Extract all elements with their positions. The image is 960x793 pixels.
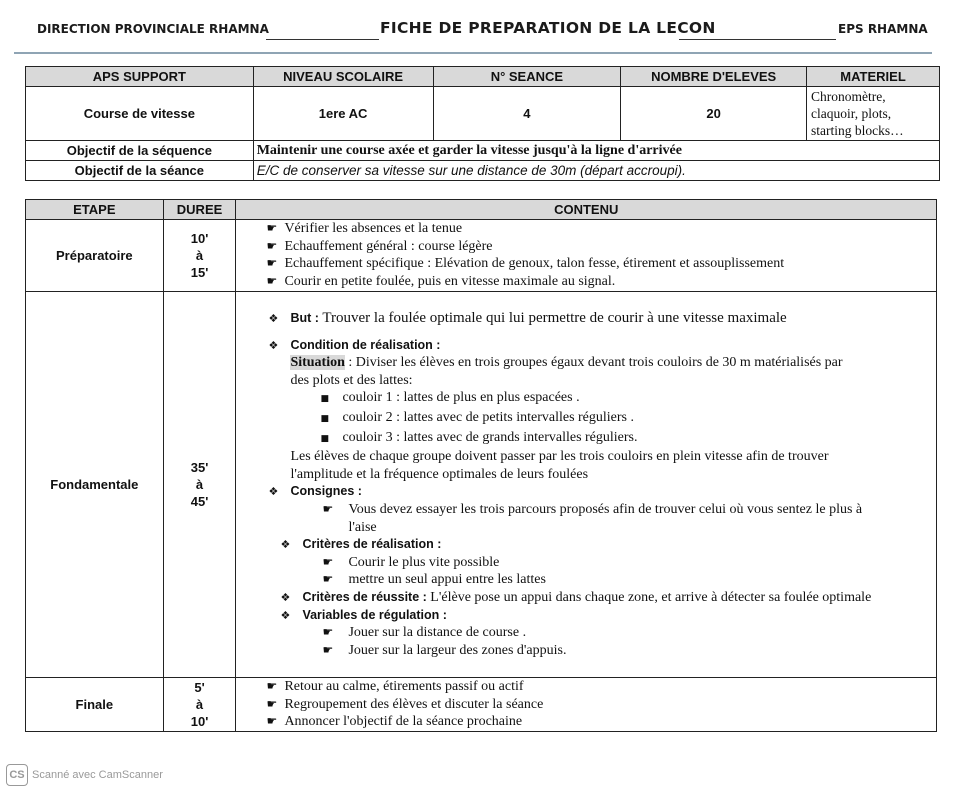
duree-value: 45'	[190, 494, 209, 509]
couloir-item	[236, 389, 936, 409]
list-item	[266, 273, 936, 291]
pointing-hand-icon: ☛	[266, 256, 278, 271]
diamond-bullet-icon: ❖	[280, 538, 291, 552]
duree-value: 15'	[190, 265, 209, 280]
etape-preparatoire: Préparatoire	[26, 220, 164, 292]
duree-value: à	[195, 248, 204, 263]
square-bullet-icon: ■	[320, 433, 329, 444]
objectif-seance-row	[26, 161, 940, 181]
list-item	[266, 678, 936, 696]
scanner-watermark	[6, 764, 163, 786]
row-fondamentale	[26, 292, 937, 678]
contenu-preparatoire	[236, 220, 937, 292]
page-title: FICHE DE PREPARATION DE LA LECON	[380, 19, 716, 37]
criteres-reussite-text: L'élève pose un appui dans chaque zone, et arrive à détecter sa foulée optimale	[430, 589, 872, 605]
list-item	[266, 255, 936, 273]
header-right: EPS RHAMNA	[838, 22, 928, 36]
header-duree: DUREE	[163, 200, 236, 220]
list-item	[266, 696, 936, 714]
consigne-item	[236, 501, 936, 519]
condition-label: Condition de réalisation :	[290, 337, 441, 352]
item-text: Courir en petite foulée, puis en vitesse maximale au signal.	[284, 273, 616, 289]
header-materiel: MATERIEL	[807, 67, 940, 87]
list-item	[266, 713, 936, 731]
situation-line	[236, 354, 936, 372]
duree-value: 10'	[190, 714, 209, 729]
watermark-text: Scanné avec CamScanner	[32, 768, 163, 781]
situation-text: des plots et des lattes:	[290, 372, 413, 388]
pointing-hand-icon: ☛	[266, 696, 278, 711]
criteres-reussite-line	[236, 589, 936, 607]
variable-item	[236, 624, 936, 642]
contenu-fondamentale	[236, 292, 937, 678]
groupe-text: Les élèves de chaque groupe doivent passer par les trois couloirs en plein vitesse afin de trouver	[290, 449, 829, 465]
variable-text: Jouer sur la largeur des zones d'appuis.	[348, 642, 567, 658]
duree-finale	[163, 678, 236, 732]
condition-line	[236, 337, 936, 355]
duree-value: 5'	[194, 680, 205, 695]
criteres-reussite-label: Critères de réussite :	[302, 589, 427, 604]
header-contenu: CONTENU	[236, 200, 937, 220]
objectif-sequence-label: Objectif de la séquence	[26, 141, 254, 161]
consignes-line	[236, 483, 936, 501]
pointing-hand-icon: ☛	[322, 554, 334, 569]
pointing-hand-icon: ☛	[266, 679, 278, 694]
duree-value: à	[195, 477, 204, 492]
groupe-line	[236, 448, 936, 466]
groupe-line	[236, 466, 936, 484]
objectif-seance-value: E/C de conserver sa vitesse sur une distance de 30m (départ accroupi).	[253, 161, 939, 181]
diamond-bullet-icon: ❖	[280, 590, 291, 604]
header-etape: ETAPE	[26, 200, 164, 220]
info-header-row	[26, 67, 940, 87]
situation-text: : Diviser les élèves en trois groupes égaux devant trois couloirs de 30 m matérialisés par	[344, 355, 843, 371]
contenu-finale	[236, 678, 937, 732]
item-text: Regroupement des élèves et discuter la séance	[284, 696, 544, 712]
lesson-header-row	[26, 200, 937, 220]
consigne-item	[236, 519, 936, 537]
square-bullet-icon: ■	[320, 413, 329, 424]
pointing-hand-icon: ☛	[266, 714, 278, 729]
couloir-text: couloir 3 : lattes avec de grands intervalles réguliers.	[342, 429, 638, 445]
item-text: Echauffement général : course légère	[284, 238, 493, 254]
couloir-item	[236, 409, 936, 429]
pointing-hand-icon: ☛	[266, 238, 278, 253]
camscanner-logo: CS	[6, 764, 28, 786]
couloir-text: couloir 1 : lattes de plus en plus espacées .	[342, 390, 580, 406]
info-table	[25, 66, 940, 181]
niveau-value: 1ere AC	[253, 87, 433, 141]
situation-line	[236, 372, 936, 390]
info-values-row	[26, 87, 940, 141]
criteres-realisation-line	[236, 536, 936, 554]
etape-fondamentale: Fondamentale	[26, 292, 164, 678]
pointing-hand-icon: ☛	[322, 501, 334, 516]
consignes-label: Consignes :	[290, 484, 362, 499]
situation-label: Situation	[290, 355, 345, 371]
header-underline-left	[266, 39, 379, 40]
pointing-hand-icon: ☛	[322, 642, 334, 657]
pointing-hand-icon: ☛	[322, 625, 334, 640]
header-divider	[14, 52, 932, 54]
duree-fondamentale	[163, 292, 236, 678]
row-preparatoire	[26, 220, 937, 292]
variables-label: Variables de régulation :	[302, 607, 447, 622]
materiel-line: Chronomètre,	[811, 89, 886, 104]
couloir-item	[236, 429, 936, 449]
duree-value: à	[195, 697, 204, 712]
header-eleves: NOMBRE D'ELEVES	[621, 67, 807, 87]
critere-item	[236, 554, 936, 572]
header-underline-right	[679, 39, 836, 40]
header-niveau: NIVEAU SCOLAIRE	[253, 67, 433, 87]
lesson-table	[25, 199, 937, 732]
pointing-hand-icon: ☛	[322, 572, 334, 587]
but-text: Trouver la foulée optimale qui lui permettre de courir à une vitesse maximale	[322, 310, 787, 326]
groupe-text: l'amplitude et la fréquence optimales de leurs foulées	[290, 466, 589, 482]
item-text: Retour au calme, étirements passif ou actif	[284, 679, 524, 695]
eleves-value: 20	[621, 87, 807, 141]
duree-value: 35'	[190, 460, 209, 475]
consigne-text: Vous devez essayer les trois parcours proposés afin de trouver celui où vous sentez le plus à	[348, 501, 863, 517]
materiel-line: claquoir, plots,	[811, 106, 892, 121]
materiel-line: starting blocks…	[811, 123, 904, 138]
critere-item	[236, 571, 936, 589]
but-line	[236, 310, 936, 328]
list-item	[266, 238, 936, 256]
square-bullet-icon: ■	[320, 394, 329, 405]
objectif-seance-label: Objectif de la séance	[26, 161, 254, 181]
diamond-bullet-icon: ❖	[280, 608, 291, 622]
aps-value: Course de vitesse	[26, 87, 254, 141]
materiel-value	[807, 87, 940, 141]
variables-line	[236, 607, 936, 625]
but-label: But :	[290, 311, 319, 325]
criteres-realisation-label: Critères de réalisation :	[302, 537, 442, 552]
header-aps: APS SUPPORT	[26, 67, 254, 87]
duree-preparatoire	[163, 220, 236, 292]
variable-item	[236, 642, 936, 660]
item-text: Vérifier les absences et la tenue	[284, 221, 463, 236]
couloir-text: couloir 2 : lattes avec de petits intervalles réguliers .	[342, 409, 635, 425]
consigne-text: l'aise	[348, 519, 377, 535]
list-item	[266, 220, 936, 238]
duree-value: 10'	[190, 231, 209, 246]
variable-text: Jouer sur la distance de course .	[348, 625, 527, 641]
diamond-bullet-icon: ❖	[268, 485, 279, 499]
diamond-bullet-icon: ❖	[268, 338, 279, 352]
item-text: Echauffement spécifique : Elévation de genoux, talon fesse, étirement et assouplissement	[284, 256, 785, 272]
objectif-sequence-value: Maintenir une course axée et garder la vitesse jusqu'à la ligne d'arrivée	[253, 141, 939, 161]
document-header	[0, 0, 960, 60]
critere-text: Courir le plus vite possible	[348, 554, 500, 570]
pointing-hand-icon: ☛	[266, 273, 278, 288]
header-seance: N° SEANCE	[433, 67, 621, 87]
diamond-bullet-icon: ❖	[268, 312, 279, 325]
row-finale	[26, 678, 937, 732]
objectif-sequence-row	[26, 141, 940, 161]
critere-text: mettre un seul appui entre les lattes	[348, 572, 546, 588]
header-left: DIRECTION PROVINCIALE RHAMNA	[37, 22, 269, 36]
etape-finale: Finale	[26, 678, 164, 732]
pointing-hand-icon: ☛	[266, 221, 278, 235]
item-text: Annoncer l'objectif de la séance prochaine	[284, 714, 523, 730]
seance-value: 4	[433, 87, 621, 141]
